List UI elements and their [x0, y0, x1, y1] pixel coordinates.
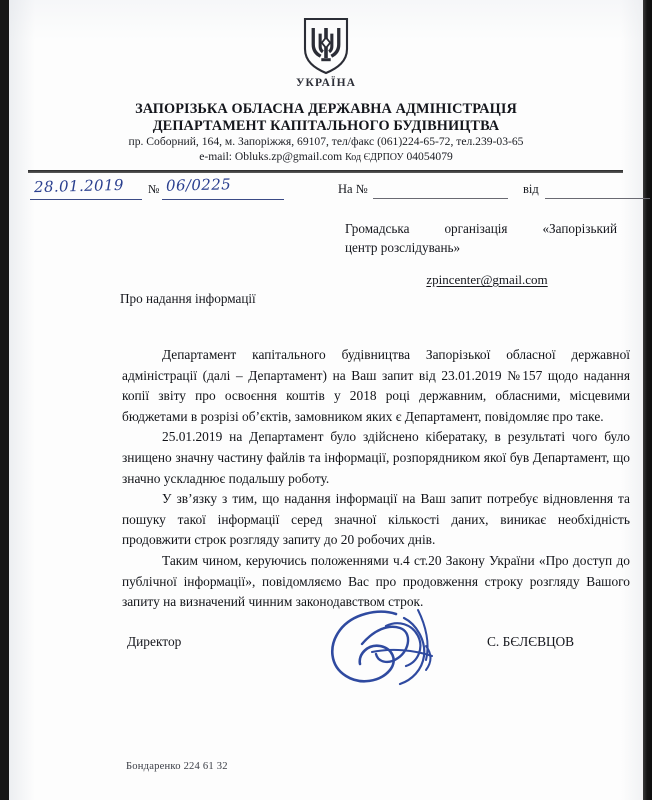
body-paragraph: У зв’язку з тим, що надання інформації на Ваш запит потребує відновлення та пошуку такої інформації серед значної кількості даних, виникає необхідність продовжити строк розгляду запиту до 20 робочих днів.: [122, 491, 630, 548]
outgoing-date-rule: [30, 199, 142, 200]
edrpou-value: 04054079: [406, 150, 453, 163]
reference-row: [28, 176, 626, 204]
addressee-line-2: центр розслідувань»: [345, 240, 461, 255]
body-paragraph: Таким чином, керуючись положеннями ч.4 ст.20 Закону України «Про доступ до публічної інформації», повідомляємо Вас про продовження строку розгляду Вашого запиту на визначений чинним законодавством строк.: [122, 552, 630, 610]
signatory-title: Директор: [127, 634, 182, 649]
incoming-date-label: від: [523, 182, 539, 196]
edrpou-label: Код ЄДРПОУ: [345, 152, 404, 163]
number-symbol: №: [148, 182, 160, 196]
incoming-date-rule: [545, 198, 650, 199]
address-line: пр. Соборний, 164, м. Запоріжжя, 69107, тел/факс (061)224-65-72, тел.239-03-65: [128, 135, 524, 148]
document-body: [122, 345, 630, 613]
addressee-email: zpincenter@gmail.com: [426, 272, 548, 287]
outgoing-number-rule: [162, 199, 284, 200]
outgoing-number-handwritten: 06/0225: [165, 175, 232, 195]
body-paragraph: Департамент капітального будівництва Запорізької обласної державної адміністрації (далі – Департамент) на Ваш запит від 23.01.2019 №157 щодо надання копії звіту про освоєння коштів у 2018 році державним, обласними, місцевими бюджетами в розрізі об’єктів, замовником яких є Департамент, повідомляє про таке.: [122, 347, 630, 424]
organization-line-1: ЗАПОРІЗЬКА ОБЛАСНА ДЕРЖАВНА АДМІНІСТРАЦІЯ: [135, 101, 517, 117]
ukraine-trident-emblem-icon: [300, 16, 352, 76]
addressee-block: [345, 219, 617, 257]
signatory-name: С. БЄЛЄВЦОВ: [487, 634, 575, 649]
addressee-line-1: Громадська організація «Запорізький: [345, 221, 617, 236]
incoming-number-rule: [373, 198, 508, 199]
letterhead: [60, 101, 592, 165]
emblem-block: [0, 16, 652, 89]
executor-footer: Бондаренко 224 61 32: [126, 761, 228, 772]
header-divider-rule: [28, 170, 623, 173]
outgoing-date-handwritten: 28.01.2019: [33, 175, 125, 197]
email-edrpou-line: [60, 149, 592, 165]
body-paragraph: 25.01.2019 на Департамент було здійснено кібератаку, в результаті чого було знищено значну частину файлів та інформації, розпорядником якої був Департамент, що значно ускладнює подальшу роботу.: [122, 429, 630, 486]
subject-line: Про надання інформації: [120, 291, 256, 306]
emblem-caption: УКРАЇНА: [295, 77, 357, 89]
organization-line-2: ДЕПАРТАМЕНТ КАПІТАЛЬНОГО БУДІВНИЦТВА: [152, 117, 500, 134]
handwritten-signature-icon: [300, 600, 480, 690]
letterhead-email: e-mail: Obluks.zp@gmail.com: [199, 150, 343, 163]
incoming-number-label: На №: [338, 182, 368, 196]
